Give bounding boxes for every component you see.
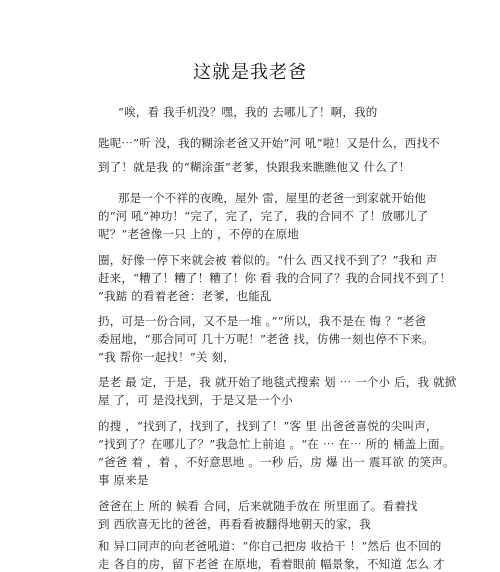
paragraph-line: 的搜 ，“找到了，找到了，找到了！”客 里 出爸爸喜悦的尖叫声， <box>98 419 438 433</box>
paragraph-line: ”我踮 的看着老爸：老爹，也能乱 <box>98 289 272 303</box>
paragraph-line: 是老 最 定，于是，我 就开始了地毯式搜索 划 ⋯ 一个小 后，我 就掀 <box>98 375 457 389</box>
paragraph-line: 爸爸在上 所的 候看 合同，后来就随手放在 所里面了。看着找 <box>98 499 418 513</box>
paragraph-line: 到了！就是我 的“糊涂蛋”老爹，快跟我来瞧瞧他又 什么了！ <box>98 160 411 174</box>
paragraph-line: 圈，好像一停下来就会被 着似的。“什么 西又找不到了？”我和 声 <box>98 253 438 267</box>
paragraph-line: ”爸爸 着 ，着 ，不好意思地 。一秒 后，房 爆 出一 震耳欲 的笑声。 <box>98 455 455 469</box>
paragraph-line: “找到了？在哪儿了？”我急忙上前追 。“在 ⋯ 在⋯ 所的 桶盖上面。 <box>98 437 452 451</box>
paragraph-line: 那是一个不祥的夜晚，屋外 雷，屋里的老爸一到家就开始他 <box>118 191 427 205</box>
paragraph-line: “唉，看 我手机没？嘿，我的 去哪儿了！啊，我的 <box>118 105 378 119</box>
paragraph-line: 扔，可是一份合同，又不是一堆 。”“所以，我不是在 悔 ？”老爸 <box>98 314 427 328</box>
page-title: 这就是我老爸 <box>193 62 307 83</box>
paragraph-line: 和 异口同声的向老爸吼道：“你自己把房 收拾干 ！”然后 也不回的 <box>98 539 442 553</box>
paragraph-line: 到 西欣喜无比的爸爸，再看看被翻得地朝天的家，我 <box>98 517 371 531</box>
paragraph-line: 屋 了，可 是没找到，于是又是一个小 <box>98 393 293 407</box>
paragraph-line: 走 各自的房，留下老爸 在原地，看着眼前 幅景象，不知道 怎么 才 <box>98 557 445 571</box>
paragraph-line: 呢？”老爸像一只 上的 ，不停的在原地 <box>98 227 299 241</box>
paragraph-line: “我 帮你一起找！”关 刻， <box>98 350 235 364</box>
paragraph-line: 委屈地，“那合同可 几十万呢！”老爸 找，仿佛一刻也停不下来。 <box>98 332 434 346</box>
paragraph-line: 赶来，“糟了！糟了！糟了！你 看 我的合同了？我的合同找不到了！ <box>98 271 452 285</box>
paragraph-line: 匙呢⋯”听 没，我的糊涂老爸又开始“河 吼”啦！又是什么，西找不 <box>98 136 440 150</box>
paragraph-line: 的“河 吼”神功！“完了，完了，完了，我的合同不 了！放哪儿了 <box>98 209 429 223</box>
paragraph-line: 事 原来是 <box>98 473 149 487</box>
